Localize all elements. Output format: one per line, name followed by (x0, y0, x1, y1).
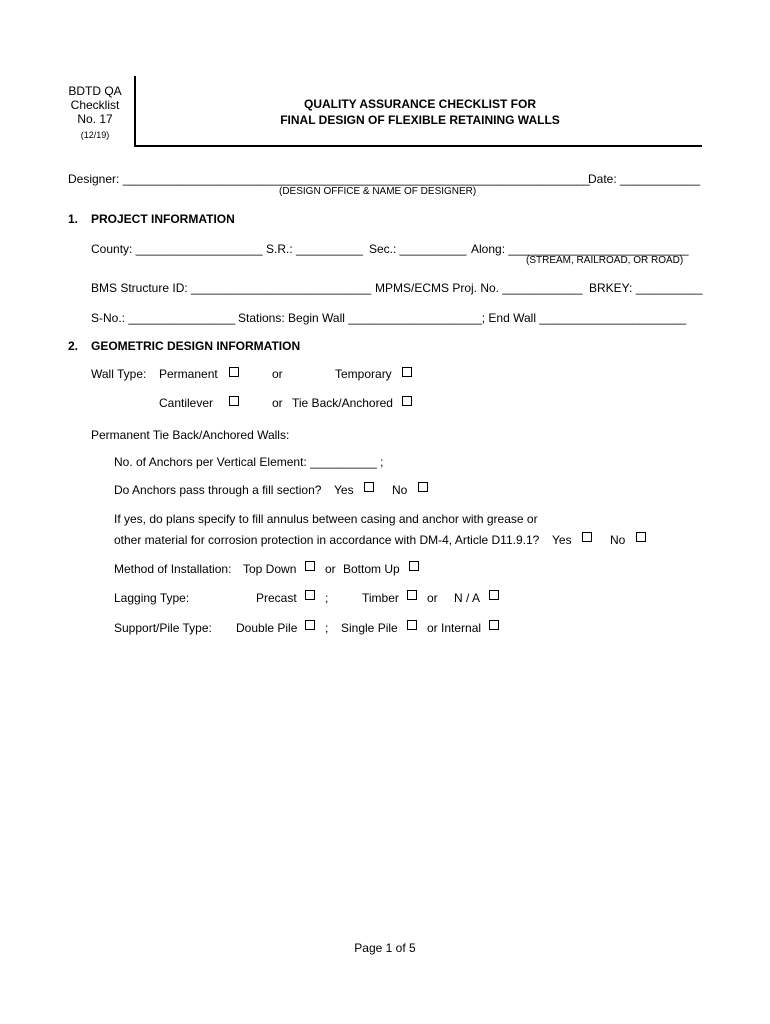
checklist-id-line2: Checklist (70, 98, 120, 112)
title-line1: QUALITY ASSURANCE CHECKLIST FOR (303, 97, 536, 111)
double-pile-checkbox[interactable] (305, 620, 315, 630)
bottom-up-label: Bottom Up (343, 562, 400, 576)
sr-field[interactable]: S.R.: __________ (266, 242, 363, 256)
page-number: Page 1 of 5 (354, 941, 416, 955)
county-field[interactable]: County: ___________________ (91, 242, 263, 256)
along-caption: (STREAM, RAILROAD, OR ROAD) (526, 255, 684, 266)
brkey-field[interactable]: BRKEY: __________ (589, 281, 703, 295)
anchors-count-field[interactable]: No. of Anchors per Vertical Element: __________ ; (114, 455, 384, 469)
bottom-up-checkbox[interactable] (409, 561, 419, 571)
or-label-4: or (427, 591, 438, 605)
header-horizontal-rule (134, 145, 702, 147)
fill-yes-label: Yes (334, 483, 354, 497)
semicolon-1: ; (325, 591, 329, 605)
timber-checkbox[interactable] (407, 590, 417, 600)
or-label-1: or (272, 367, 283, 381)
fill-no-checkbox[interactable] (418, 482, 428, 492)
bms-structure-id-field[interactable]: BMS Structure ID: ___________________________ (91, 281, 372, 295)
grease-yes-checkbox[interactable] (582, 532, 592, 542)
precast-label: Precast (256, 591, 297, 605)
stations-field[interactable]: Stations: Begin Wall ____________________; End Wall ______________________ (238, 311, 687, 325)
grease-no-checkbox[interactable] (636, 532, 646, 542)
timber-label: Timber (362, 591, 399, 605)
installation-label: Method of Installation: (114, 562, 232, 576)
section1-heading: PROJECT INFORMATION (91, 212, 235, 226)
fill-section-question: Do Anchors pass through a fill section? (114, 483, 322, 497)
na-checkbox[interactable] (489, 590, 499, 600)
na-label: N / A (454, 591, 481, 605)
fill-yes-checkbox[interactable] (364, 482, 374, 492)
checklist-id-line1: BDTD QA (68, 84, 122, 98)
or-label-3: or (325, 562, 336, 576)
fill-no-label: No (392, 483, 408, 497)
grease-no-label: No (610, 533, 626, 547)
cantilever-label: Cantilever (159, 396, 214, 410)
tieback-label: Tie Back/Anchored (292, 396, 393, 410)
tieback-checkbox[interactable] (402, 396, 412, 406)
s-no-field[interactable]: S-No.: ________________ (91, 311, 236, 325)
along-field[interactable]: Along: ___________________________ (471, 242, 689, 256)
designer-field[interactable]: Designer: ______________________________________________________________________ (68, 172, 590, 186)
checklist-revision-date: (12/19) (80, 130, 110, 140)
grease-yes-label: Yes (552, 533, 572, 547)
cantilever-checkbox[interactable] (229, 396, 239, 406)
lagging-label: Lagging Type: (114, 591, 190, 605)
or-label-2: or (272, 396, 283, 410)
double-pile-label: Double Pile (236, 621, 298, 635)
grease-question-line1: If yes, do plans specify to fill annulus between casing and anchor with grease or (114, 512, 538, 526)
checklist-id (60, 84, 130, 142)
title-line2: FINAL DESIGN OF FLEXIBLE RETAINING WALLS (280, 113, 560, 127)
wall-type-label: Wall Type: (91, 367, 147, 381)
semicolon-2: ; (325, 621, 329, 635)
grease-question-line2: other material for corrosion protection in accordance with DM-4, Article D11.9.1? (114, 533, 540, 547)
or-internal-label: or Internal (427, 621, 482, 635)
permanent-checkbox[interactable] (229, 367, 239, 377)
temporary-checkbox[interactable] (402, 367, 412, 377)
precast-checkbox[interactable] (305, 590, 315, 600)
permanent-tieback-label: Permanent Tie Back/Anchored Walls: (91, 428, 290, 442)
designer-caption: (DESIGN OFFICE & NAME OF DESIGNER) (279, 186, 477, 197)
page-title (200, 96, 640, 128)
checklist-id-line3: No. 17 (77, 112, 113, 126)
support-pile-label: Support/Pile Type: (114, 621, 212, 635)
internal-checkbox[interactable] (489, 620, 499, 630)
mpms-ecms-field[interactable]: MPMS/ECMS Proj. No. ____________ (375, 281, 583, 295)
top-down-label: Top Down (243, 562, 297, 576)
section2-number: 2. (68, 339, 79, 353)
single-pile-label: Single Pile (341, 621, 398, 635)
single-pile-checkbox[interactable] (407, 620, 417, 630)
sec-field[interactable]: Sec.: __________ (369, 242, 467, 256)
header-vertical-rule (134, 76, 136, 146)
top-down-checkbox[interactable] (305, 561, 315, 571)
date-field[interactable]: Date: ____________ (588, 172, 701, 186)
temporary-label: Temporary (335, 367, 392, 381)
section1-number: 1. (68, 212, 79, 226)
permanent-label: Permanent (159, 367, 218, 381)
section2-heading: GEOMETRIC DESIGN INFORMATION (91, 339, 301, 353)
